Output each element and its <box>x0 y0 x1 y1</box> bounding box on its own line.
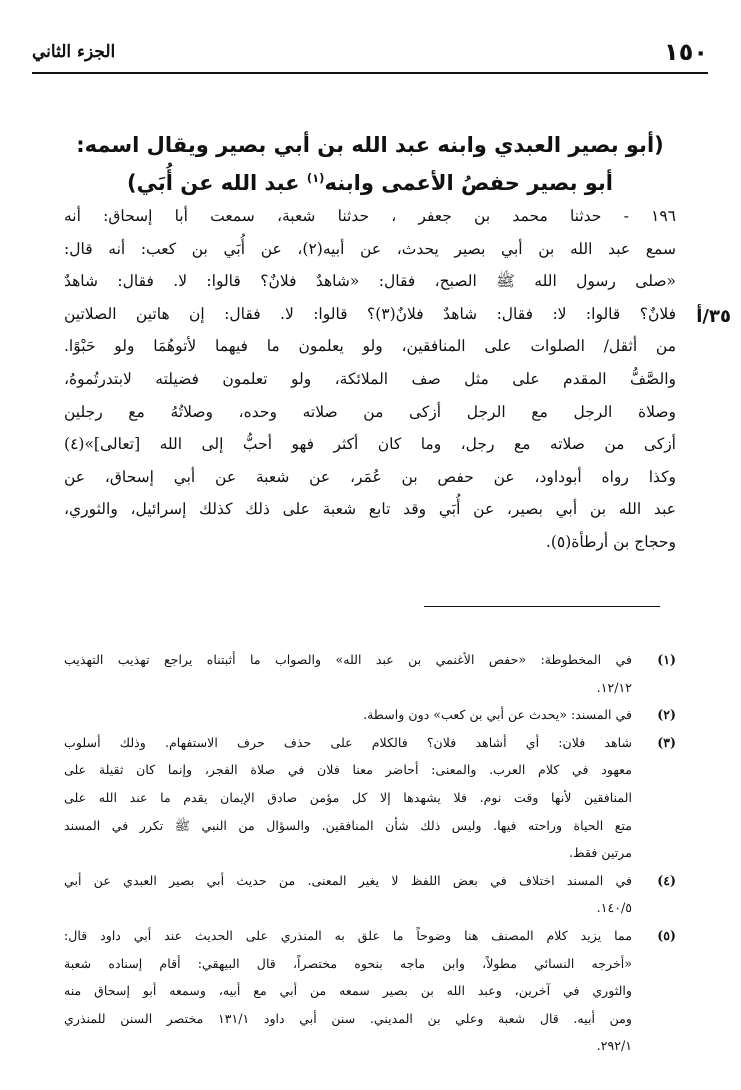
body-line: وحجاج بن أرطأة(٥). <box>545 532 676 551</box>
heading-line-2 <box>60 164 680 202</box>
footnote-line: «أخرجه النسائي مطولاً، وابن ماجه بنحوه مختصراً، قال البيهقي: أقام إسناده شعبة <box>64 955 632 971</box>
footnote-line: مرتين فقط. <box>569 845 632 861</box>
body-line: أزكى من صلاته مع رجل، وما كان أكثر فهو أحبُّ إلى الله [تعالى]»(٤) <box>64 435 676 454</box>
footnote-separator <box>424 606 660 607</box>
footnote-line: ١٢/١٢. <box>596 679 632 695</box>
heading-line-2-a: أبو بصير حفصُ الأعمى وابنه <box>324 171 614 195</box>
footnote-line: معهود في كلام العرب. والمعنى: أحاضر معنا فلان في صلاة الفجر، وإنما كان ثقيلة على <box>64 762 632 778</box>
footnote-line: متع الحياة وراحته فيها. وليس ذلك شأن المنافقين. والسؤال من النبي ﷺ تكرر في المسند <box>64 817 632 833</box>
footnote-line: ٢٩٢/١. <box>596 1038 632 1054</box>
header-rule <box>32 72 708 74</box>
footnote-line: شاهد فلان: أي أشاهد فلان؟ فالكلام على حذف حرف الاستفهام. وذلك أسلوب <box>64 734 632 750</box>
footnote-line: مما يزيد كلام المصنف هنا وضوحاً ما علق به المنذري على الحديث عند أبي داود قال: <box>64 927 632 943</box>
footnote-line: في المسند: «يحدث عن أبي بن كعب» دون واسطة. <box>363 707 632 723</box>
heading-line-1: (أبو بصير العبدي وابنه عبد الله بن أبي بصير ويقال اسمه: <box>76 133 664 157</box>
body-line: عبد الله بن أبي بصير، عن أُبَي وقد تابع شعبة على ذلك كذلك إسرائيل، والثوري، <box>64 500 676 519</box>
footnote-line: المنافقين لأنها وقت نوم. فلا يشهدها إلا كل مؤمن صادق الإيمان يقدم ما عند الله على <box>64 789 632 805</box>
body-line: سمع عبد الله بن أبي بصير يحدث، عن أبيه(٢)، عن أُبَي بن كعب: أنه قال: <box>64 239 676 258</box>
section-heading <box>60 126 680 202</box>
body-line: وصلاة الرجل مع الرجل أزكى من صلاته وحده، وصلاتُهُ مع رجلين <box>64 402 676 421</box>
body-line: فلانٌ؟ قالوا: لا: فقال: شاهدٌ فلانٌ(٣)؟ قالوا: لا. فقال: إن هاتين الصلاتين <box>64 304 676 323</box>
page-header <box>32 38 708 74</box>
footnote-1 <box>64 646 676 701</box>
page-number: ١٥٠ <box>664 38 708 66</box>
running-head: الجزء الثاني <box>32 42 116 62</box>
footnote-2 <box>64 701 676 729</box>
hadith-text <box>64 200 676 559</box>
footnote-line: والثوري في آخرين، وعبد الله بن بصير سمعه من أبي مع أبيه، وسمعه أبو إسحاق منه <box>64 983 632 999</box>
footnote-number: (١) <box>657 652 676 667</box>
footnote-line: في المخطوطة: «حفص الأغنمي بن عبد الله» والصواب ما أثبتناه يراجع تهذيب التهذيب <box>64 652 632 667</box>
footnote-5 <box>64 922 676 1060</box>
footnote-number: (٢) <box>657 707 676 723</box>
footnotes <box>64 646 676 1060</box>
footnote-line: ١٤٠/٥. <box>596 900 632 916</box>
footnote-3 <box>64 729 676 867</box>
footnote-line: في المسند اختلاف في بعض اللفظ لا يغير المعنى. من حديث أبي بصير العبدي عن أبي <box>64 872 632 888</box>
footnote-number: (٣) <box>657 734 676 750</box>
footnote-number: (٤) <box>657 872 676 888</box>
body-line: وكذا رواه أبوداود، عن حفص بن عُمَر، عن شعبة عن أبي إسحاق، عن <box>64 467 676 486</box>
footnote-4 <box>64 867 676 922</box>
body-line: والصَّفُّ المقدم على مثل صف الملائكة، ولو تعلمون فضيلته لابتدرتُموهُ، <box>64 369 676 388</box>
body-line: ١٩٦ - حدثنا محمد بن جعفر ، حدثنا شعبة، سمعت أبا إسحاق: أنه <box>64 207 676 225</box>
body-line: من أثقل/ الصلوات على المنافقين، ولو يعلمون ما فيهما لأتوهُمَا ولو حَبْوًا. <box>64 337 676 356</box>
footnote-line: ومن أبيه. قال شعبة وعلي بن المديني. سنن أبي داود ١٣١/١ مختصر السنن للمنذري <box>64 1010 632 1026</box>
heading-footnote-ref: (١) <box>306 171 325 185</box>
footnote-number: (٥) <box>657 927 676 943</box>
body-line: «صلى رسول الله ﷺ الصبح، فقال: «شاهدٌ فلانٌ؟ قالوا: لا. فقال: شاهدٌ <box>64 272 676 291</box>
heading-line-2-b: عبد الله عن أُبَي) <box>126 171 307 195</box>
manuscript-folio-ref: ٣٥/أ <box>696 306 731 327</box>
